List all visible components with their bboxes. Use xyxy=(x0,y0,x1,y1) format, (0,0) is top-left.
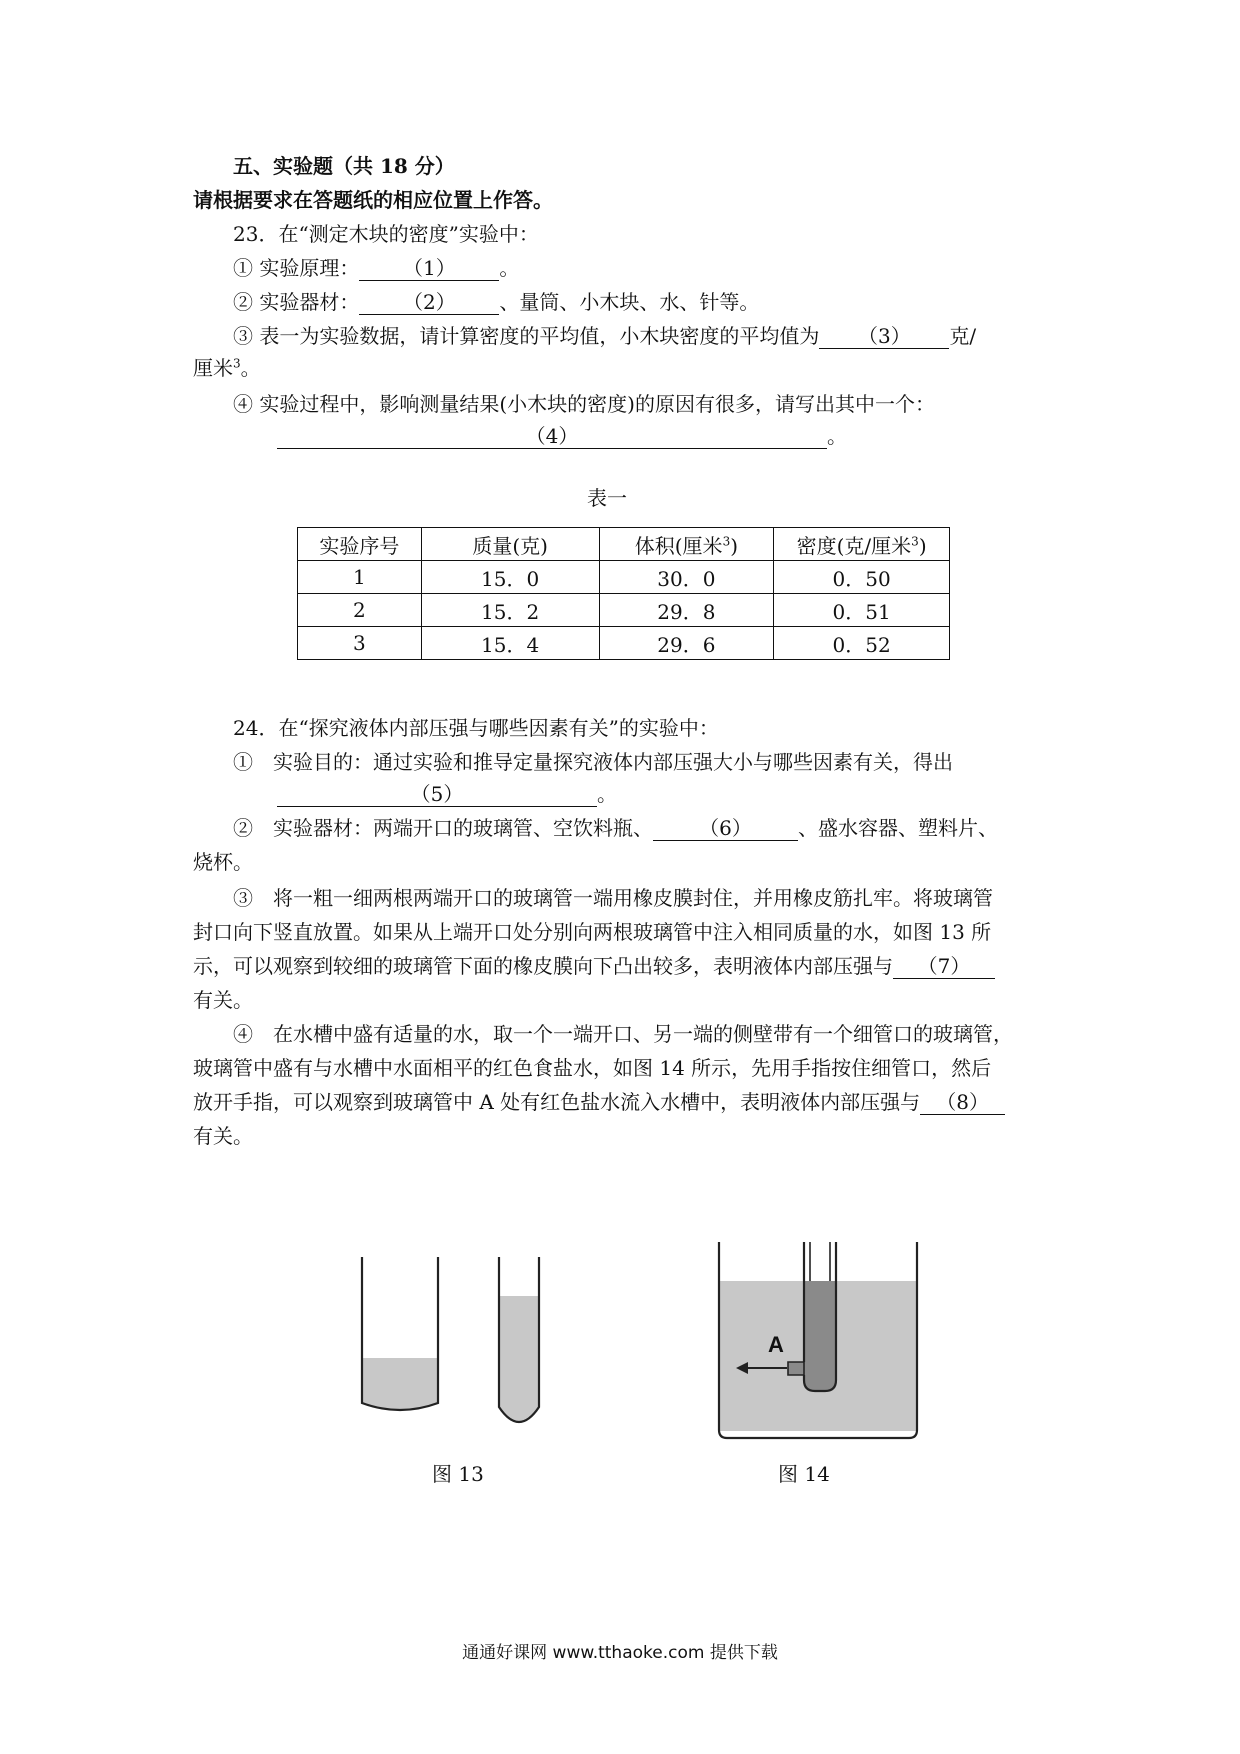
figure-14 xyxy=(712,1240,924,1444)
side-nozzle xyxy=(788,1362,804,1375)
answer-blank-5[interactable]: （5） xyxy=(277,782,597,807)
q24-item1-suffix: 。 xyxy=(597,782,617,806)
table-cell: 15．2 xyxy=(421,594,599,627)
q24-item2-suffix: 、盛水容器、塑料片、 xyxy=(798,816,998,840)
header-mass: 质量(克) xyxy=(421,528,599,561)
table-cell: 30．0 xyxy=(599,561,774,594)
answer-blank-7[interactable]: （7） xyxy=(893,954,995,979)
header-volume-text: 体积(厘米 xyxy=(634,533,723,558)
figure-13 xyxy=(350,1255,570,1435)
header-density-text: 密度(克/厘米 xyxy=(796,533,912,558)
q23-item4-answer-line xyxy=(277,422,847,450)
answer-blank-2[interactable]: （2） xyxy=(359,290,499,315)
q24-item1-answer-line xyxy=(277,780,617,808)
q24-item3-line3 xyxy=(193,952,995,980)
header-trial: 实验序号 xyxy=(298,528,422,561)
table-row xyxy=(298,594,950,627)
q23-item4-suffix: 。 xyxy=(827,424,847,448)
table-cell: 29．6 xyxy=(599,627,774,660)
table-cell: 15．4 xyxy=(421,627,599,660)
q23-item3-unit: 厘米 xyxy=(193,356,233,380)
table-cell: 3 xyxy=(298,627,422,660)
q24-item2-prefix: ② 实验器材：两端开口的玻璃管、空饮料瓶、 xyxy=(233,816,653,840)
q24-item4-line2: 玻璃管中盛有与水槽中水面相平的红色食盐水，如图 14 所示，先用手指按住细管口，然后 xyxy=(193,1056,992,1080)
header-volume-close: ) xyxy=(730,533,739,558)
q23-item3-suffix: 克/ xyxy=(949,324,977,348)
table-cell: 0．51 xyxy=(774,594,950,627)
q24-item4-line4: 有关。 xyxy=(193,1124,253,1148)
section-instruction: 请根据要求在答题纸的相应位置上作答。 xyxy=(193,188,553,212)
tube-liquid xyxy=(804,1281,836,1390)
header-density-close: ) xyxy=(918,533,927,558)
q23-item2-suffix: 、量筒、小木块、水、针等。 xyxy=(499,290,760,314)
answer-blank-3[interactable]: （3） xyxy=(819,324,949,349)
q24-item3-line4: 有关。 xyxy=(193,988,253,1012)
answer-blank-4[interactable]: （4） xyxy=(277,424,827,449)
q23-item2 xyxy=(233,288,759,316)
q23-stem: 23．在“测定木块的密度”实验中： xyxy=(233,222,539,246)
q24-item4-prefix: 放开手指，可以观察到玻璃管中 A 处有红色盐水流入水槽中，表明液体内部压强与 xyxy=(193,1090,921,1114)
answer-blank-8[interactable]: （8） xyxy=(920,1090,1005,1115)
footer-text: 通通好课网 www.tthaoke.com 提供下载 xyxy=(462,1643,778,1663)
table-header-row xyxy=(298,528,950,561)
q23-item1 xyxy=(233,254,519,282)
q24-item4-line3 xyxy=(193,1088,1005,1116)
label-a: A xyxy=(768,1332,784,1357)
data-table xyxy=(297,527,950,660)
table-cell: 29．8 xyxy=(599,594,774,627)
q23-item4: ④ 实验过程中，影响测量结果(小木块的密度)的原因有很多，请写出其中一个： xyxy=(233,392,935,416)
q23-item1-suffix: 。 xyxy=(499,256,520,280)
thin-tube-liquid xyxy=(499,1296,539,1422)
q23-item3-prefix: ③ 表一为实验数据，请计算密度的平均值，小木块密度的平均值为 xyxy=(233,324,820,348)
header-volume xyxy=(599,528,774,561)
answer-blank-1[interactable]: （1） xyxy=(359,256,499,281)
header-volume-sup: 3 xyxy=(722,533,731,548)
table-cell: 1 xyxy=(298,561,422,594)
wide-tube-liquid xyxy=(362,1358,438,1410)
q24-item3-prefix: 示，可以观察到较细的玻璃管下面的橡皮膜向下凸出较多，表明液体内部压强与 xyxy=(193,954,893,978)
q24-item3-line1: ③ 将一粗一细两根两端开口的玻璃管一端用橡皮膜封住，并用橡皮筋扎牢。将玻璃管 xyxy=(233,886,993,910)
q23-item3-end: 。 xyxy=(240,356,261,380)
table-cell: 2 xyxy=(298,594,422,627)
table-cell: 15．0 xyxy=(421,561,599,594)
q23-item3 xyxy=(233,322,976,350)
q23-item3-cont xyxy=(193,354,261,382)
answer-blank-6[interactable]: （6） xyxy=(653,816,798,841)
table-row xyxy=(298,627,950,660)
q24-item3-line2: 封口向下竖直放置。如果从上端开口处分别向两根玻璃管中注入相同质量的水，如图 13 所 xyxy=(193,920,992,944)
figure-14-caption: 图 14 xyxy=(778,1462,830,1486)
q23-item3-unit-sup: 3 xyxy=(233,356,241,371)
header-density-sup: 3 xyxy=(911,533,919,548)
table-caption: 表一 xyxy=(587,486,627,510)
figure-13-caption: 图 13 xyxy=(432,1462,484,1486)
table-row xyxy=(298,561,950,594)
q24-item4-line1: ④ 在水槽中盛有适量的水，取一个一端开口、另一端的侧壁带有一个细管口的玻璃管， xyxy=(233,1022,1013,1046)
q24-item2 xyxy=(233,814,998,842)
table-cell: 0．52 xyxy=(774,627,950,660)
q24-stem: 24．在“探究液体内部压强与哪些因素有关”的实验中： xyxy=(233,716,719,740)
header-density xyxy=(774,528,950,561)
q24-item1: ① 实验目的：通过实验和推导定量探究液体内部压强大小与哪些因素有关，得出 xyxy=(233,750,953,774)
table-cell: 0．50 xyxy=(774,561,950,594)
q23-item1-prefix: ① 实验原理： xyxy=(233,256,360,280)
q23-item2-prefix: ② 实验器材： xyxy=(233,290,360,314)
section-title: 五、实验题（共 18 分） xyxy=(233,154,455,178)
q24-item2-cont: 烧杯。 xyxy=(193,850,253,874)
